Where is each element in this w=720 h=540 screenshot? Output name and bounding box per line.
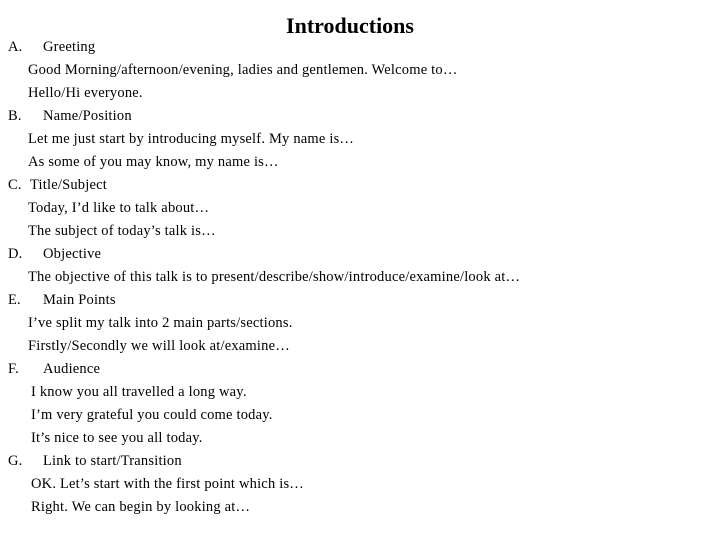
section-g-line-1: OK. Let’s start with the first point which is…: [31, 476, 304, 492]
section-heading: Link to start/Transition: [43, 453, 182, 469]
section-marker: B.: [8, 108, 22, 124]
content-body: [8, 36, 708, 519]
section-a-line-1: Good Morning/afternoon/evening, ladies and gentlemen. Welcome to…: [28, 62, 458, 78]
section-marker: F.: [8, 361, 19, 377]
section-f-line-1: I know you all travelled a long way.: [31, 384, 247, 400]
section-f-line-2: I’m very grateful you could come today.: [31, 407, 273, 423]
section-d-line-1: The objective of this talk is to present/describe/show/introduce/examine/look at…: [28, 269, 521, 285]
section-b-line-2: As some of you may know, my name is…: [28, 154, 279, 170]
section-c-line-1: Today, I’d like to talk about…: [28, 200, 210, 216]
page-title: Introductions: [286, 13, 414, 38]
section-marker: C.: [8, 177, 22, 193]
section-g-heading: [8, 450, 708, 473]
section-c-line-2: The subject of today’s talk is…: [28, 223, 216, 239]
section-e-line-2: Firstly/Secondly we will look at/examine…: [28, 338, 290, 354]
section-heading: Main Points: [43, 292, 116, 308]
section-f-heading: [8, 358, 708, 381]
section-b-heading: [8, 105, 708, 128]
section-e-heading: [8, 289, 708, 312]
section-heading: Name/Position: [43, 108, 132, 124]
section-a-heading: [8, 36, 708, 59]
section-marker: E.: [8, 292, 21, 308]
section-e-line-1: I’ve split my talk into 2 main parts/sections.: [28, 315, 293, 331]
section-heading: Audience: [43, 361, 101, 377]
section-heading: Greeting: [43, 39, 96, 55]
section-marker: D.: [8, 246, 23, 262]
section-heading: Title/Subject: [30, 177, 107, 193]
section-g-line-2: Right. We can begin by looking at…: [31, 499, 251, 515]
section-marker: G.: [8, 453, 23, 469]
section-marker: A.: [8, 39, 23, 55]
section-a-line-2: Hello/Hi everyone.: [28, 85, 143, 101]
section-d-heading: [8, 243, 708, 266]
section-heading: Objective: [43, 246, 102, 262]
section-b-line-1: Let me just start by introducing myself. My name is…: [28, 131, 355, 147]
section-f-line-3: It’s nice to see you all today.: [31, 430, 203, 446]
section-c-heading: [8, 174, 708, 197]
